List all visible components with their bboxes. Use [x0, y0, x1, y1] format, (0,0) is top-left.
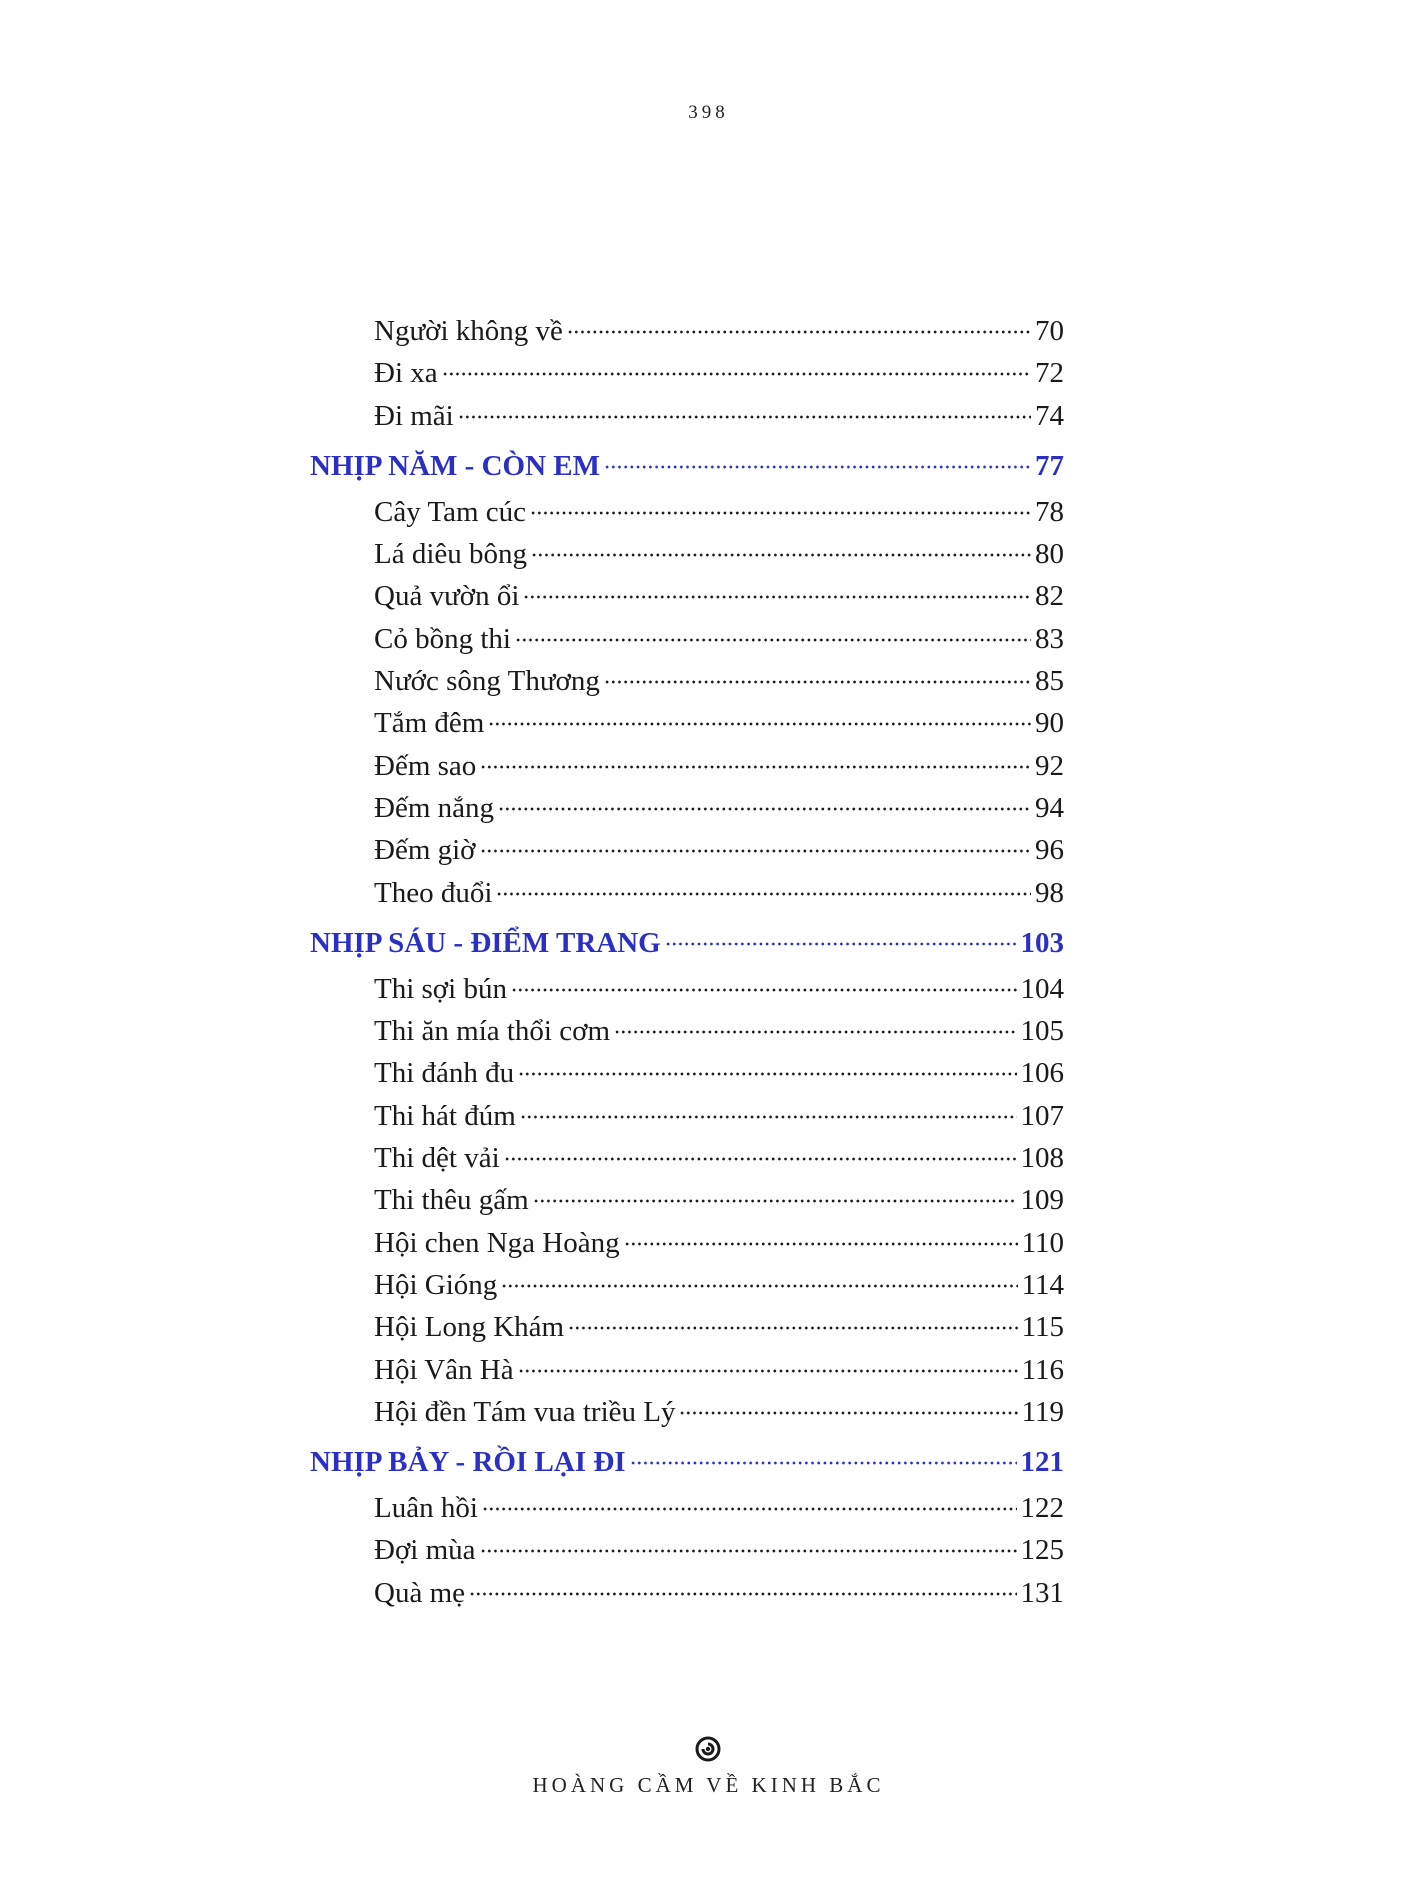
entry-title: Quà mẹ: [374, 1576, 465, 1609]
page-reference: 94: [1035, 791, 1064, 824]
dot-leader: [520, 1115, 1017, 1119]
toc-entry: [310, 787, 1064, 829]
entry-title: Hội Long Khám: [374, 1311, 565, 1344]
toc-section-heading: [310, 914, 1064, 968]
entry-title: Thi dệt vải: [374, 1142, 500, 1175]
dot-leader: [568, 1326, 1017, 1330]
book-title-footer: HOÀNG CẦM VỀ KINH BẮC: [532, 1773, 885, 1797]
page-reference: 98: [1035, 876, 1064, 909]
entry-title: Thi sợi bún: [374, 972, 507, 1005]
dot-leader: [488, 722, 1031, 726]
toc-entry: [310, 1222, 1064, 1264]
entry-title: Quả vườn ổi: [374, 580, 520, 613]
dot-leader: [511, 988, 1017, 992]
entry-title: Cây Tam cúc: [374, 495, 527, 528]
dot-leader: [530, 511, 1031, 515]
dot-leader: [533, 1199, 1017, 1203]
entry-title: Theo đuổi: [374, 876, 493, 909]
entry-title: Người không về: [374, 315, 563, 347]
dot-leader: [469, 1592, 1017, 1596]
section-title: NHỊP BẢY - RỒI LẠI ĐI: [310, 1446, 626, 1479]
page-reference: 104: [1020, 972, 1064, 1005]
dot-leader: [482, 1507, 1017, 1511]
entry-title: Đếm giờ: [374, 834, 476, 867]
page-reference: 107: [1020, 1099, 1064, 1132]
page-reference: 77: [1035, 449, 1064, 482]
page-reference: 109: [1020, 1184, 1064, 1217]
page-reference: 83: [1035, 622, 1064, 655]
dot-leader: [496, 892, 1031, 896]
entry-title: Nước sông Thương: [374, 665, 600, 698]
toc-entry: [310, 1137, 1064, 1179]
page-reference: 114: [1021, 1268, 1064, 1301]
page-reference: 80: [1035, 538, 1064, 571]
toc-entry: [310, 1179, 1064, 1221]
toc-entry: [310, 1010, 1064, 1052]
page-reference: 85: [1035, 665, 1064, 698]
page-reference: 115: [1021, 1311, 1064, 1344]
toc-entry: [310, 533, 1064, 575]
dot-leader: [480, 1549, 1017, 1553]
page-reference: 105: [1020, 1015, 1064, 1048]
entry-title: Lá diêu bông: [374, 538, 528, 571]
dot-leader: [518, 1369, 1018, 1373]
toc-entry: [310, 968, 1064, 1010]
toc-entry: [310, 829, 1064, 871]
entry-title: Đếm nắng: [374, 791, 494, 824]
dot-leader: [458, 415, 1031, 419]
dot-leader: [624, 1242, 1018, 1246]
section-title: NHỊP NĂM - CÒN EM: [310, 449, 600, 482]
dot-leader: [501, 1284, 1017, 1288]
entry-title: Tắm đêm: [374, 707, 485, 740]
page-reference: 119: [1021, 1395, 1064, 1428]
toc-entry: [310, 1391, 1064, 1433]
entry-title: Đi mãi: [374, 399, 454, 432]
toc-entry: [310, 1306, 1064, 1348]
page-reference: 110: [1021, 1226, 1064, 1259]
page-reference: 122: [1020, 1492, 1064, 1525]
toc-entry: [310, 702, 1064, 744]
toc-entry: [310, 352, 1064, 394]
toc-section-heading: [310, 1433, 1064, 1487]
page-reference: 72: [1035, 357, 1064, 390]
page-reference: 116: [1021, 1353, 1064, 1386]
dot-leader: [480, 849, 1031, 853]
page-number: 398: [688, 102, 729, 123]
dot-leader: [504, 1157, 1017, 1161]
toc-entry: [310, 1264, 1064, 1306]
page-reference: 78: [1035, 495, 1064, 528]
entry-title: Đếm sao: [374, 749, 477, 782]
toc-entry: [310, 575, 1064, 617]
entry-title: Thi thêu gấm: [374, 1184, 529, 1217]
dot-leader: [480, 765, 1031, 769]
entry-title: Luân hồi: [374, 1492, 478, 1525]
dot-leader: [498, 807, 1031, 811]
page-reference: 121: [1020, 1446, 1064, 1479]
page-reference: 125: [1020, 1534, 1064, 1567]
dot-leader: [567, 330, 1031, 334]
page-reference: 106: [1020, 1057, 1064, 1090]
toc-entry: [310, 1572, 1064, 1614]
dot-leader: [442, 372, 1031, 376]
entry-title: Đi xa: [374, 357, 438, 390]
toc-entry: [310, 1095, 1064, 1137]
publisher-swirl-icon: [695, 1736, 721, 1762]
entry-title: Thi đánh đu: [374, 1057, 515, 1090]
toc-entry: [310, 310, 1064, 352]
entry-title: Hội chen Nga Hoàng: [374, 1226, 620, 1259]
toc-entry: [310, 1349, 1064, 1391]
toc-entry: [310, 872, 1064, 914]
dot-leader: [515, 638, 1031, 642]
dot-leader: [523, 595, 1031, 599]
page-reference: 90: [1035, 707, 1064, 740]
toc-entry: [310, 660, 1064, 702]
page-reference: 82: [1035, 580, 1064, 613]
dot-leader: [614, 1030, 1016, 1034]
page-reference: 92: [1035, 749, 1064, 782]
section-title: NHỊP SÁU - ĐIỂM TRANG: [310, 926, 661, 959]
page-reference: 74: [1035, 399, 1064, 432]
page-reference: 70: [1035, 315, 1064, 347]
dot-leader: [665, 942, 1017, 946]
dot-leader: [679, 1411, 1017, 1415]
toc-entry: [310, 491, 1064, 533]
dot-leader: [630, 1461, 1017, 1465]
dot-leader: [604, 680, 1031, 684]
entry-title: Hội đền Tám vua triều Lý: [374, 1395, 676, 1428]
toc-entry: [310, 1487, 1064, 1529]
toc-entry: [310, 618, 1064, 660]
entry-title: Hội Gióng: [374, 1268, 498, 1301]
dot-leader: [518, 1072, 1016, 1076]
table-of-contents: [310, 310, 1064, 1614]
toc-section-heading: [310, 437, 1064, 491]
toc-entry: [310, 1052, 1064, 1094]
page-reference: 103: [1020, 926, 1064, 959]
dot-leader: [531, 553, 1031, 557]
page-reference: 96: [1035, 834, 1064, 867]
dot-leader: [604, 465, 1031, 469]
entry-title: Thi ăn mía thổi cơm: [374, 1015, 611, 1048]
entry-title: Đợi mùa: [374, 1534, 476, 1567]
entry-title: Cỏ bồng thi: [374, 622, 511, 655]
toc-entry: [310, 395, 1064, 437]
toc-entry: [310, 745, 1064, 787]
page-reference: 131: [1020, 1576, 1064, 1609]
entry-title: Hội Vân Hà: [374, 1353, 514, 1386]
entry-title: Thi hát đúm: [374, 1099, 516, 1132]
page-reference: 108: [1020, 1142, 1064, 1175]
toc-entry: [310, 1529, 1064, 1571]
